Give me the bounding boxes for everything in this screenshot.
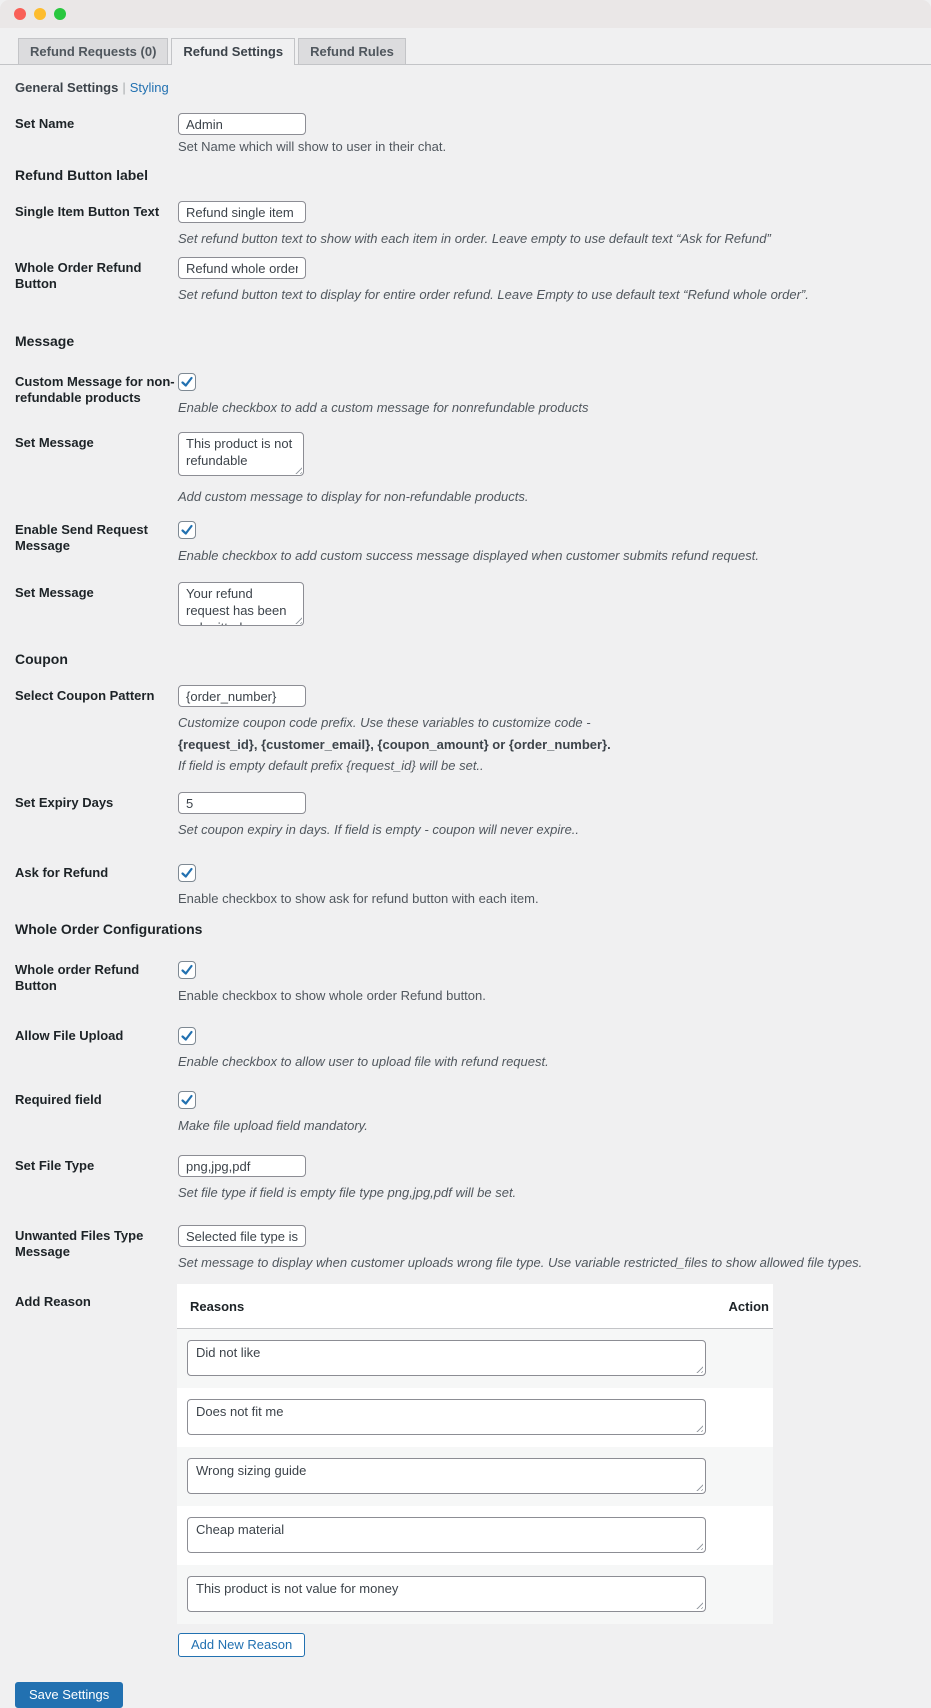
add-new-reason-button[interactable]: Add New Reason [178,1633,305,1657]
set-message-request-textarea[interactable] [178,582,304,626]
unwanted-files-type-description: Set message to display when customer uploads wrong file type. Use variable restricted_files to show allowed file types. [178,1255,863,1270]
reason-textarea-4[interactable] [187,1517,706,1553]
close-icon[interactable] [14,8,26,20]
tab-refund-requests[interactable]: Refund Requests (0) [18,38,168,64]
row-add-reason [15,1284,931,1657]
custom-message-nonrefundable-checkbox[interactable] [178,373,196,391]
set-name-description: Set Name which will show to user in their chat. [178,139,447,154]
reason-textarea-2[interactable] [187,1399,706,1435]
required-field-label: Required field [15,1092,102,1107]
whole-order-refund-checkbox-description: Enable checkbox to show whole order Refund button. [178,988,486,1003]
subnav [15,80,931,96]
set-message-request-label: Set Message [15,585,94,600]
select-coupon-pattern-input[interactable] [178,685,306,707]
row-allow-file-upload [15,1027,931,1070]
set-file-type-description: Set file type if field is empty file type png,jpg,pdf will be set. [178,1185,517,1200]
single-item-button-text-description: Set refund button text to show with each item in order. Leave empty to use default text “Ask for Refund” [178,231,771,246]
row-set-expiry-days [15,792,931,838]
enable-send-request-label: Enable Send Request Message [15,522,148,553]
tab-refund-settings[interactable]: Refund Settings [171,38,295,65]
row-custom-message-nonrefundable [15,373,931,416]
allow-file-upload-description: Enable checkbox to allow user to upload file with refund request. [178,1054,549,1069]
subnav-general-settings[interactable]: General Settings [15,80,119,95]
set-message-nonrefundable-description: Add custom message to display for non-refundable products. [178,489,529,504]
row-whole-order-refund-button-text [15,257,931,303]
whole-order-refund-checkbox-label: Whole order Refund Button [15,962,140,993]
custom-message-nonrefundable-description: Enable checkbox to add a custom message for nonrefundable products [178,400,589,415]
enable-send-request-description: Enable checkbox to add custom success message displayed when customer submits refund request. [178,548,759,563]
subnav-styling-link[interactable]: Styling [129,80,169,95]
set-expiry-days-input[interactable] [178,792,306,814]
select-coupon-pattern-label: Select Coupon Pattern [15,688,155,703]
action-column-header: Action [728,1298,769,1314]
unwanted-files-type-label: Unwanted Files Type Message [15,1228,144,1259]
allow-file-upload-checkbox[interactable] [178,1027,196,1045]
reason-row [177,1447,773,1506]
nav-tabs [0,28,931,65]
minimize-icon[interactable] [34,8,46,20]
reason-textarea-3[interactable] [187,1458,706,1494]
row-single-item-button-text [15,201,931,247]
add-reason-label: Add Reason [15,1294,91,1309]
set-message-nonrefundable-label: Set Message [15,435,94,450]
set-expiry-days-label: Set Expiry Days [15,795,114,810]
whole-order-refund-checkbox[interactable] [178,961,196,979]
reason-row [177,1388,773,1447]
ask-for-refund-description: Enable checkbox to show ask for refund button with each item. [178,891,539,906]
reason-textarea-5[interactable] [187,1576,706,1612]
row-enable-send-request [15,521,931,564]
unwanted-files-type-input[interactable] [178,1225,306,1247]
coupon-pattern-description-line1: Customize coupon code prefix. Use these variables to customize code - [178,715,591,730]
reason-textarea-1[interactable] [187,1340,706,1376]
single-item-button-text-label: Single Item Button Text [15,204,160,219]
subnav-separator: | [122,80,126,95]
whole-order-refund-button-input[interactable] [178,257,306,279]
custom-message-nonrefundable-label: Custom Message for non-refundable products [15,374,175,405]
section-message: Message [15,333,75,349]
ask-for-refund-label: Ask for Refund [15,865,109,880]
reason-row [177,1506,773,1565]
section-refund-button-label: Refund Button label [15,167,148,183]
row-set-message-nonrefundable [15,432,931,505]
row-select-coupon-pattern [15,685,931,774]
whole-order-refund-button-description: Set refund button text to display for entire order refund. Leave Empty to use default text “Refund whole order”. [178,287,809,302]
coupon-pattern-description-line2: {request_id}, {customer_email}, {coupon_amount} or {order_number}. [178,737,611,752]
row-ask-for-refund [15,864,931,907]
row-whole-order-refund-checkbox [15,961,931,1004]
set-name-input[interactable] [178,113,306,135]
row-set-name [15,113,931,155]
row-required-field [15,1091,931,1134]
set-expiry-days-description: Set coupon expiry in days. If field is empty - coupon will never expire.. [178,822,580,837]
zoom-icon[interactable] [54,8,66,20]
set-name-label: Set Name [15,116,75,131]
reasons-table-body [177,1329,773,1624]
save-settings-button[interactable]: Save Settings [15,1682,123,1708]
reasons-table [177,1284,773,1624]
coupon-pattern-description-line3: If field is empty default prefix {request_id} will be set.. [178,758,484,773]
required-field-description: Make file upload field mandatory. [178,1118,368,1133]
set-file-type-label: Set File Type [15,1158,95,1173]
row-set-message-request [15,582,931,631]
window-titlebar [0,0,931,28]
whole-order-refund-button-label: Whole Order Refund Button [15,260,142,291]
allow-file-upload-label: Allow File Upload [15,1028,124,1043]
set-message-nonrefundable-textarea[interactable] [178,432,304,476]
reasons-column-header: Reasons [190,1298,245,1314]
reason-row [177,1565,773,1624]
tab-refund-rules[interactable]: Refund Rules [298,38,406,64]
set-file-type-input[interactable] [178,1155,306,1177]
row-unwanted-files-type [15,1225,931,1271]
row-set-file-type [15,1155,931,1201]
section-coupon: Coupon [15,651,68,667]
settings-form [15,113,931,1657]
section-whole-order-configurations: Whole Order Configurations [15,921,203,937]
required-field-checkbox[interactable] [178,1091,196,1109]
single-item-button-text-input[interactable] [178,201,306,223]
ask-for-refund-checkbox[interactable] [178,864,196,882]
reason-row [177,1329,773,1388]
reasons-table-header [177,1284,773,1329]
enable-send-request-checkbox[interactable] [178,521,196,539]
